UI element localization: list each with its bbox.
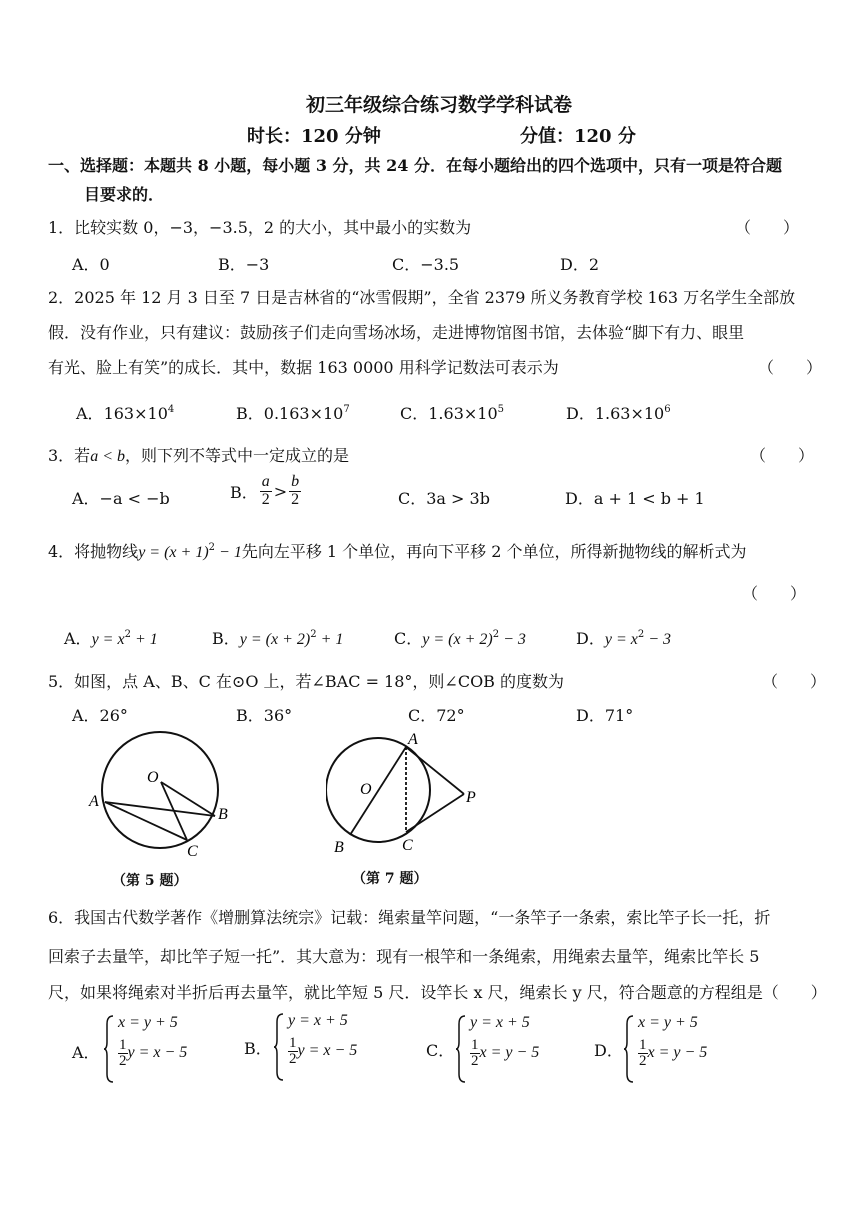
q2-option-d: D．$1.63\times 10^6$ xyxy=(566,404,671,423)
q3-option-c: C．3a > 3b xyxy=(398,489,490,508)
fig5-circle xyxy=(102,732,218,848)
q6-option-b-system: y = x + 5 $\frac{1}{2}$ y = x − 5 xyxy=(274,1012,384,1082)
fig7-label-c: C xyxy=(402,837,413,854)
q2-option-a: A．$163\times 10^4$ xyxy=(76,404,175,423)
q6-line2: 回索子去量竿，却比竿子短一托”．其大意为：现有一根竿和一条绳索，用绳索去量竿，绳索比竿长 5 xyxy=(48,947,760,966)
q1-answer-paren: （ ） xyxy=(735,218,800,237)
q2-option-c: C．$1.63\times 10^5$ xyxy=(400,404,505,423)
brace-icon xyxy=(456,1014,466,1084)
q3-stem: 3．若a < b，则下列不等式中一定成立的是 xyxy=(48,446,349,465)
q4-option-d: D．$y = x^2 - 3$ xyxy=(576,629,672,648)
q5-answer-paren: （ ） xyxy=(762,672,827,691)
q2-line1: 2．2025 年 12 月 3 日至 7 日是吉林省的“冰雪假期”，全省 2379 所义务教育学校 163 万名学生全部放 xyxy=(48,288,796,307)
q1-option-b: B．−3 xyxy=(218,255,270,274)
q6-option-a-system: x = y + 5 $\frac{1}{2}$ y = x − 5 xyxy=(104,1014,214,1084)
q2-line3: 有光、脸上有笑”的成长．其中，数据 163 0000 用科学记数法可表示为 xyxy=(48,358,559,377)
fig7-label-o: O xyxy=(360,781,372,798)
brace-icon xyxy=(274,1012,284,1082)
exam-score: 分值：120 分 xyxy=(520,126,636,147)
fig7-label-b: B xyxy=(334,839,344,856)
q4-option-c: C．$y = (x + 2)^2 - 3$ xyxy=(394,629,526,648)
fig7-tangent-pa xyxy=(406,747,464,794)
figure-q7 xyxy=(326,730,486,858)
q1-stem: 1．比较实数 0，−3，−3.5，2 的大小，其中最小的实数为 xyxy=(48,218,472,237)
q4-option-b: B．$y = (x + 2)^2 + 1$ xyxy=(212,629,344,648)
fig5-label-o: O xyxy=(147,769,159,786)
q4-option-a: A．$y = x^2 + 1$ xyxy=(64,629,158,648)
q5-stem: 5．如图，点 A、B、C 在⊙O 上，若∠BAC = 18°，则∠COB 的度数为 xyxy=(48,672,565,691)
q5-option-d: D．71° xyxy=(576,706,634,725)
q2-answer-paren: （ ） xyxy=(758,358,823,377)
q2-line2: 假．没有作业，只有建议：鼓励孩子们走向雪场冰场，走进博物馆图书馆，去体验“脚下有力、眼里 xyxy=(48,323,745,342)
q6-line1: 6．我国古代数学著作《增删算法统宗》记载：绳索量竿问题，“一条竿子一条索，索比竿子长一托，折 xyxy=(48,908,771,927)
q1-option-d: D．2 xyxy=(560,255,600,274)
fig5-label-a: A xyxy=(89,793,99,810)
fig7-tangent-pc xyxy=(406,794,464,832)
section-heading-line2: 目要求的． xyxy=(84,185,165,204)
q6-line3: 尺，如果将绳索对半折后再去量竿，就比竿短 5 尺．设竿长 x 尺，绳索长 y 尺，符合题意的方程组是（ ） xyxy=(48,983,827,1002)
q5-option-c: C．72° xyxy=(408,706,465,725)
q5-option-a: A．26° xyxy=(72,706,128,725)
q3-option-b: B． $\frac{a}{2}$ > $\frac{b}{2}$ xyxy=(230,473,300,508)
figure-q5 xyxy=(85,724,235,862)
fig7-label-a: A xyxy=(408,731,418,748)
q3-option-a: A．−a < −b xyxy=(72,489,170,508)
q1-option-a: A．0 xyxy=(72,255,110,274)
fig5-caption: （第 5 题） xyxy=(112,873,188,889)
q6-option-a-label: A． xyxy=(72,1043,100,1062)
section-heading-line1: 一、选择题：本题共 8 小题，每小题 3 分，共 24 分．在每小题给出的四个选项中，只有一项是符合题 xyxy=(48,156,782,175)
q6-option-c-system: y = x + 5 $\frac{1}{2}$ x = y − 5 xyxy=(456,1014,566,1084)
q6-option-d-system: x = y + 5 $\frac{1}{2}$ x = y − 5 xyxy=(624,1014,734,1084)
q6-option-c-label: C． xyxy=(426,1041,455,1060)
q3-answer-paren: （ ） xyxy=(750,446,815,465)
exam-duration: 时长：120 分钟 xyxy=(247,126,381,147)
q3-option-d: D．a + 1 < b + 1 xyxy=(565,489,705,508)
fig7-caption: （第 7 题） xyxy=(352,871,428,887)
page-title: 初三年级综合练习数学学科试卷 xyxy=(306,94,573,116)
q6-option-d-label: D． xyxy=(594,1041,623,1060)
q1-option-c: C．−3.5 xyxy=(392,255,460,274)
fig5-label-b: B xyxy=(218,806,228,823)
fig7-label-p: P xyxy=(466,789,476,806)
brace-icon xyxy=(104,1014,114,1084)
fig5-label-c: C xyxy=(187,843,198,860)
q4-answer-paren: （ ） xyxy=(742,584,807,603)
q4-stem: 4．将抛物线$y = (x + 1)^2 - 1$先向左平移 1 个单位，再向下平移 2 个单位，所得新抛物线的解析式为 xyxy=(48,542,747,561)
q2-option-b: B．$0.163\times 10^7$ xyxy=(236,404,350,423)
brace-icon xyxy=(624,1014,634,1084)
q5-option-b: B．36° xyxy=(236,706,293,725)
fig7-diameter-ab xyxy=(350,747,406,835)
q6-option-b-label: B． xyxy=(244,1039,272,1058)
